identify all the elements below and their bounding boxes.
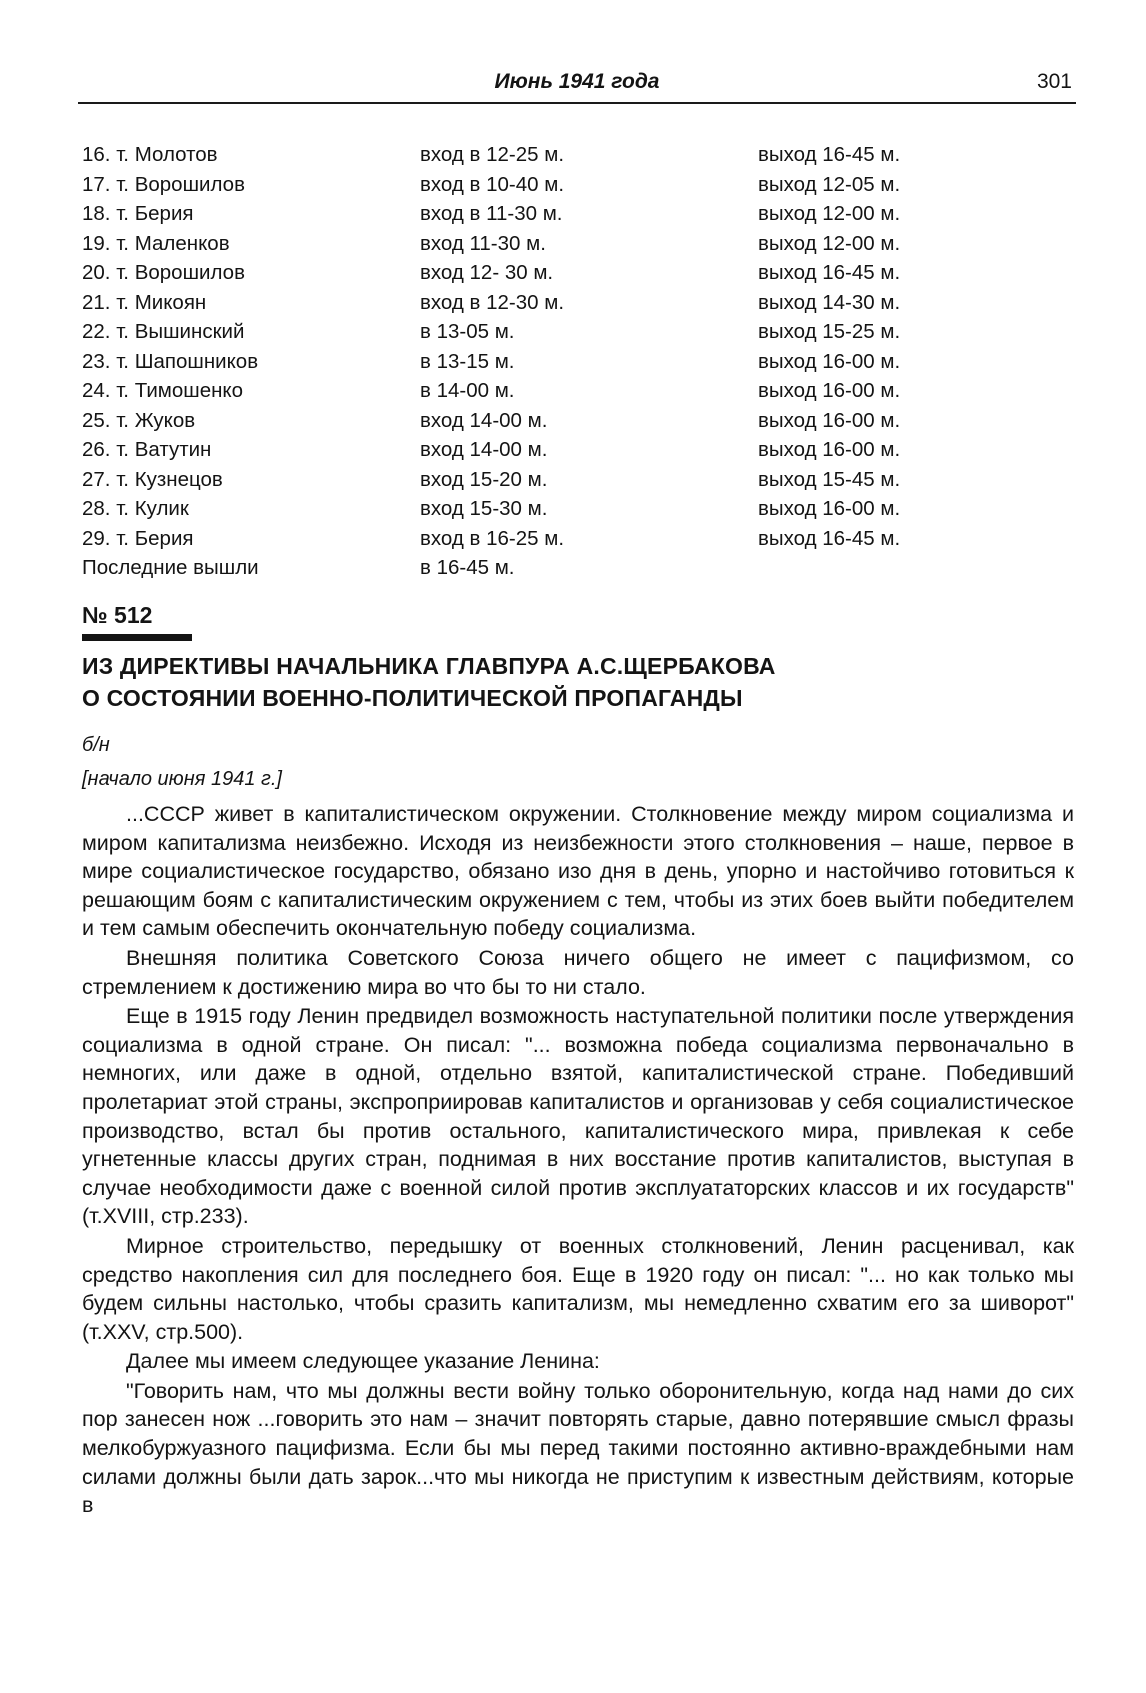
exit-time: выход 16-00 м. [758,497,901,520]
running-header [78,64,1076,104]
visit-row [82,140,1002,170]
visitor-name: 16. т. Молотов [82,143,218,166]
visitor-name: 22. т. Вышинский [82,320,245,343]
document-title [82,650,1082,714]
visit-row [82,406,1002,436]
visitor-name: 28. т. Кулик [82,497,189,520]
entry-time: вход 14-00 м. [420,408,548,432]
visit-row [82,199,1002,229]
entry-time: вход в 12-30 м. [420,290,565,314]
page-number: 301 [1036,70,1072,93]
exit-time: выход 12-00 м. [758,202,901,225]
visitor-name: 23. т. Шапошников [82,349,259,373]
visitor-name: 25. т. Жуков [82,408,196,432]
body-paragraph: "Говорить нам, что мы должны вести войну только оборонительную, когда над нами до сих пор занесен нож ...говорить это нам – значит повторять старые, давно потерявшие смысл фразы мелкобуржуазного пацифизма. Если бы мы перед такими постоянно активно-враждебными нам силами должны были дать зарок...что мы никогда не приступим к известным действиям, которые в [82,1378,1074,1518]
exit-time: выход 16-45 м. [758,261,901,284]
visitor-name: Последние вышли [82,556,259,579]
entry-time: в 14-00 м. [420,379,515,402]
body-paragraph: Мирное строительство, передышку от военных столкновений, Ленин расценивал, как средство накопления сил для последнего боя. Еще в 1920 году он писал: "... но как только мы будем сильны настолько, чтобы сразить капитализм, мы немедленно схватим его за шиворот" (т.XXV, стр.500). [82,1233,1074,1344]
visit-row [82,553,1002,583]
visitor-name: 17. т. Ворошилов [82,172,245,196]
exit-time: выход 15-45 м. [758,467,901,491]
visitor-name: 27. т. Кузнецов [82,467,223,491]
document-title-line: О СОСТОЯНИИ ВОЕННО-ПОЛИТИЧЕСКОЙ ПРОПАГАНДЫ [82,685,743,711]
running-title: Июнь 1941 года [494,70,660,93]
exit-time: выход 16-00 м. [758,349,901,373]
visitor-name: 21. т. Микоян [82,290,207,314]
entry-time: в 13-05 м. [420,320,515,343]
document-title-line: ИЗ ДИРЕКТИВЫ НАЧАЛЬНИКА ГЛАВПУРА А.С.ЩЕРБАКОВА [82,653,776,679]
body-paragraph: Еще в 1915 году Ленин предвидел возможность наступательной политики после утверждения социализма в одной стране. Он писал: "... возможна победа социализма первоначально в немногих, или даже в одной, отдельно взятой, капиталистической стране. Победивший пролетариат этой страны, экспроприировав капиталистов и организовав у себя социалистическое производство, встал бы против остального, капиталистического мира, привлекая к себе угнетенные классы других стран, поднимая в них восстание против капиталистов, выступая в случае необходимости даже с военной силой против эксплуататорских классов и их государств" (т.XVIII, стр.233). [82,1004,1074,1229]
body-paragraph: Далее мы имеем следующее указание Ленина: [126,1349,600,1374]
visitor-name: 20. т. Ворошилов [82,261,245,284]
entry-time: вход в 12-25 м. [420,143,565,166]
visitor-name: 26. т. Ватутин [82,438,212,461]
body-paragraph: Внешняя политика Советского Союза ничего общего не имеет с пацифизмом, со стремлением к достижению мира во что бы то ни стало. [82,945,1074,999]
entry-time: в 16-45 м. [420,556,515,579]
entry-time: вход 15-20 м. [420,467,548,491]
entry-time: вход 12- 30 м. [420,261,554,284]
exit-time: выход 15-25 м. [758,320,901,343]
visit-row [82,524,1002,554]
visitor-name: 29. т. Берия [82,526,194,550]
visitor-name: 19. т. Маленков [82,231,230,255]
visit-row [82,465,1002,495]
visit-log-table [82,140,1002,583]
visit-row [82,376,1002,406]
exit-time: выход 12-05 м. [758,172,901,196]
exit-time: выход 12-00 м. [758,231,901,255]
exit-time: выход 16-00 м. [758,379,901,402]
document-date: [начало июня 1941 г.] [82,768,282,790]
visit-row [82,170,1002,200]
visit-row [82,347,1002,377]
document-number: № 512 [82,602,153,628]
exit-time: выход 16-45 м. [758,526,901,550]
visit-row [82,258,1002,288]
exit-time: выход 16-00 м. [758,438,901,461]
visit-row [82,288,1002,318]
entry-time: вход в 16-25 м. [420,526,565,550]
visit-row [82,494,1002,524]
visit-row [82,229,1002,259]
document-number-underline [82,634,192,641]
entry-time: в 13-15 м. [420,349,515,373]
document-body [82,800,1074,1520]
body-paragraph: ...СССР живет в капиталистическом окружении. Столкновение между миром социализма и миром капитализма неизбежно. Исходя из неизбежности этого столкновения – наше, первое в мире социалистическое государство, обязано изо дня в день, упорно и настойчиво готовиться к решающим боям с капиталистическим окружением с тем, чтобы из этих боев выйти победителем и тем самым обеспечить окончательную победу социализма. [82,802,1074,941]
visitor-name: 18. т. Берия [82,202,194,225]
visit-row [82,317,1002,347]
exit-time: выход 16-00 м. [758,408,901,432]
visit-row [82,435,1002,465]
entry-time: вход в 11-30 м. [420,202,563,225]
entry-time: вход в 10-40 м. [420,172,565,196]
entry-time: вход 15-30 м. [420,497,548,520]
entry-time: вход 14-00 м. [420,438,548,461]
visitor-name: 24. т. Тимошенко [82,379,244,402]
entry-time: вход 11-30 м. [420,231,546,255]
document-reference: б/н [82,734,110,756]
exit-time: выход 14-30 м. [758,290,901,314]
exit-time: выход 16-45 м. [758,143,901,166]
